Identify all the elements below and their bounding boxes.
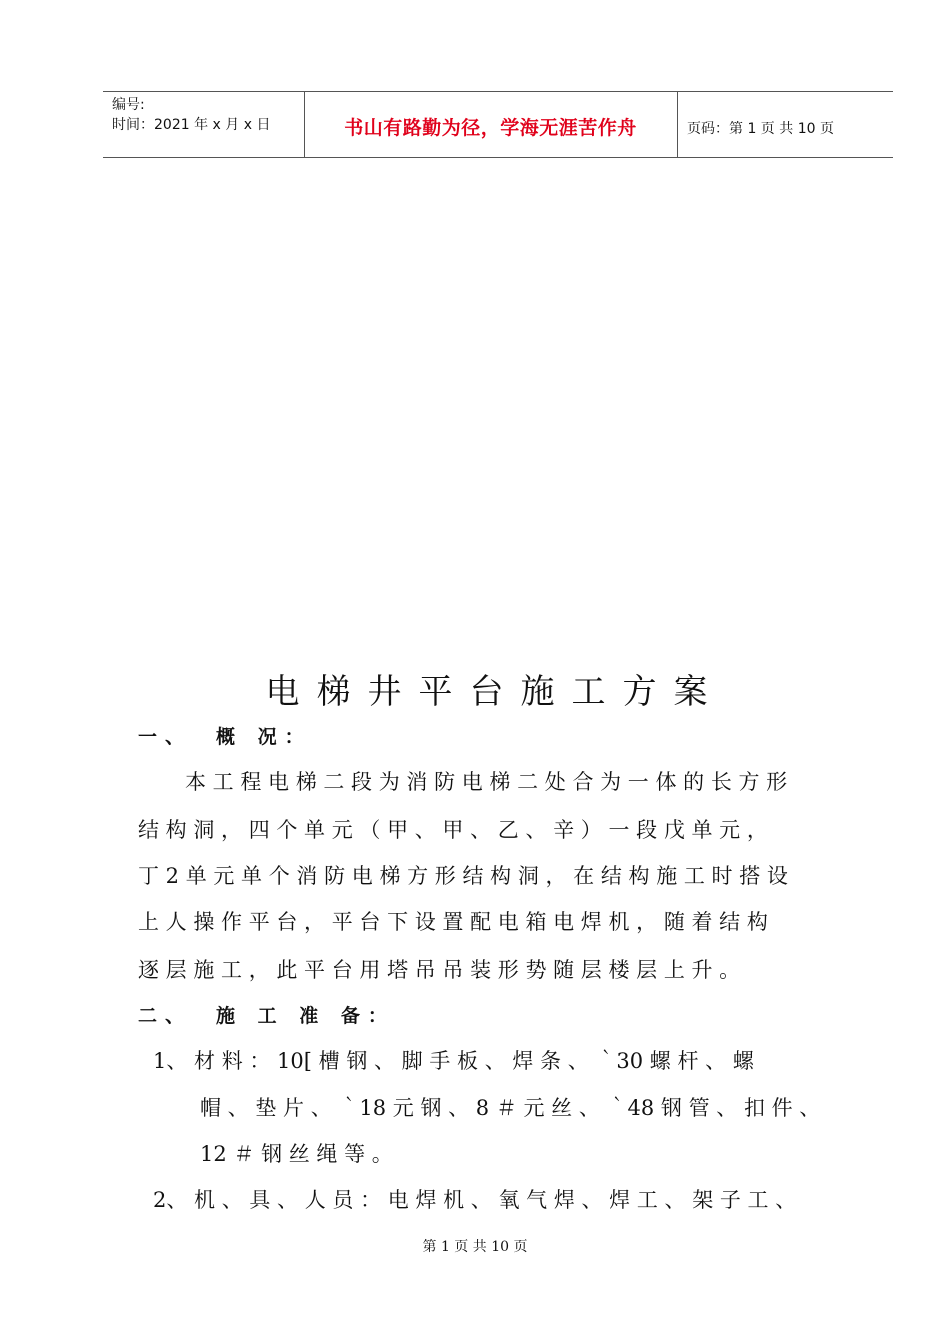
- paragraph-line: 逐 层 施 工 ， 此 平 台 用 塔 吊 吊 装 形 势 随 层 楼 层 上 升 。: [138, 958, 741, 982]
- section-2-heading: [138, 1001, 395, 1028]
- header-time-label: 时间：2021 年 x 月 x 日: [112, 117, 271, 133]
- section-2-title: 施 工 准 备：: [216, 1005, 395, 1027]
- header-number-label: 编号:: [112, 97, 145, 113]
- header-page-info: 页码：第 1 页 共 10 页: [687, 121, 834, 137]
- paragraph-line: 结 构 洞 ， 四 个 单 元 （ 甲 、 甲 、 乙 、 辛 ） 一 段 戊 单 元 ，: [138, 818, 768, 842]
- section-1-number: 一、: [138, 726, 193, 748]
- header-divider-right: [677, 91, 678, 158]
- header-motto: 书山有路勤为径，学海无涯苦作舟: [344, 117, 637, 139]
- section-2-number: 二、: [138, 1005, 193, 1027]
- paragraph-line: 丁 2 单 元 单 个 消 防 电 梯 方 形 结 构 洞 ， 在 结 构 施 工 时 搭 设: [138, 864, 788, 888]
- list-item-line: 12 ＃ 钢 丝 绳 等 。: [200, 1142, 393, 1166]
- header-bottom-rule: [103, 157, 893, 158]
- document-title: 电梯井平台施工方案: [265, 672, 725, 712]
- list-item-line: 1、 材 料 ： 10[ 槽 钢 、 脚 手 板 、 焊 条 、 ｀30 螺 杆 、 螺: [153, 1049, 754, 1073]
- page-footer: 第 1 页 共 10 页: [422, 1239, 528, 1255]
- header-top-rule: [103, 91, 893, 92]
- paragraph-line: 本 工 程 电 梯 二 段 为 消 防 电 梯 二 处 合 为 一 体 的 长 方 形: [185, 770, 788, 794]
- section-1-heading: [138, 722, 312, 749]
- section-1-title: 概 况：: [216, 726, 312, 748]
- list-item-line: 2、 机 、 具 、 人 员 ： 电 焊 机 、 氧 气 焊 、 焊 工 、 架 子 工 、: [153, 1188, 797, 1212]
- list-item-line: 帽 、 垫 片 、 ｀18 元 钢 、 8 ＃ 元 丝 、 ｀48 钢 管 、 扣 件 、: [200, 1096, 821, 1120]
- paragraph-line: 上 人 操 作 平 台 ， 平 台 下 设 置 配 电 箱 电 焊 机 ， 随 着 结 构: [138, 910, 768, 934]
